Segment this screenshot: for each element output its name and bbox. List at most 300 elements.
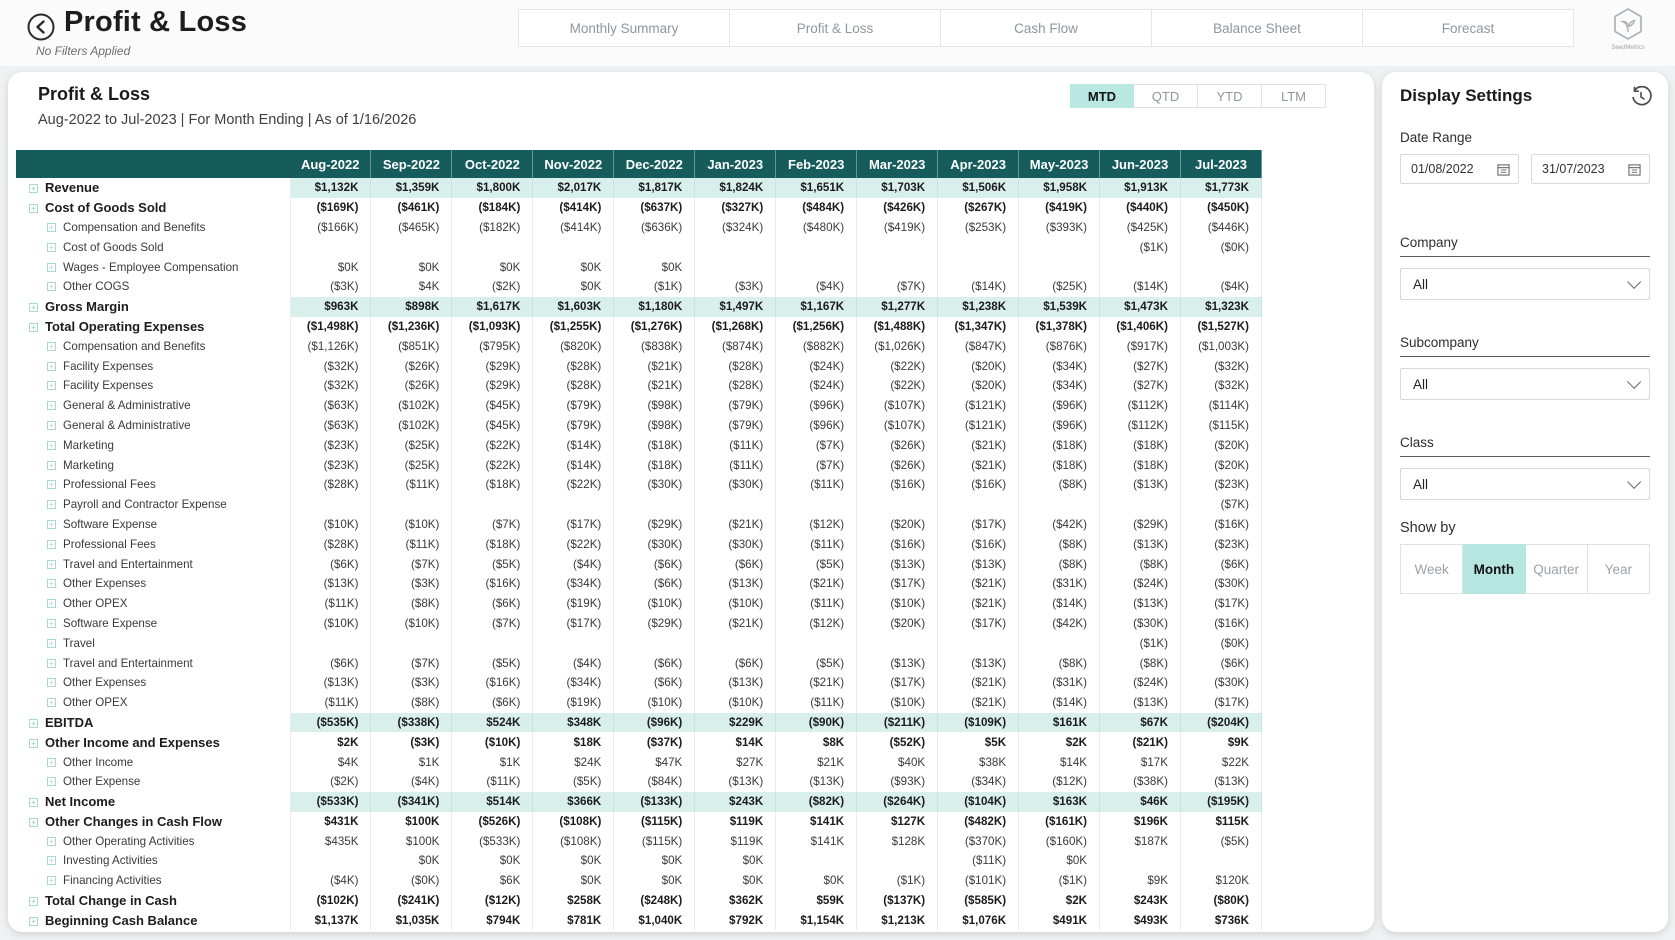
period-mtd[interactable]: MTD <box>1070 84 1134 108</box>
table-row-revenue <box>16 178 1262 198</box>
value-cell: ($17K) <box>938 614 1019 634</box>
value-cell: ($1,488K) <box>857 317 938 337</box>
value-cell: $1,040K <box>614 910 695 930</box>
value-cell <box>857 495 938 515</box>
row-label[interactable]: + Investing Activities <box>16 851 290 871</box>
table-row-payroll-and-contractor-expense <box>16 495 1262 515</box>
value-cell: ($18K) <box>614 455 695 475</box>
table-row-compensation-and-benefits <box>16 336 1262 356</box>
table-row-net-income <box>16 792 1262 812</box>
value-cell: ($8K) <box>1019 534 1100 554</box>
value-cell: $0K <box>695 851 776 871</box>
column-header-may-2023: May-2023 <box>1019 150 1100 178</box>
expand-plus-icon[interactable]: + <box>29 917 38 926</box>
value-cell: ($6K) <box>452 693 533 713</box>
value-cell: ($79K) <box>695 416 776 436</box>
value-cell: ($161K) <box>1019 812 1100 832</box>
value-cell: ($17K) <box>1180 594 1261 614</box>
value-cell: ($3K) <box>371 673 452 693</box>
expand-plus-icon[interactable]: + <box>29 798 38 807</box>
value-cell: ($98K) <box>614 416 695 436</box>
expand-plus-icon[interactable]: + <box>47 282 56 291</box>
show-by-toggle <box>1400 544 1650 594</box>
value-cell: ($13K) <box>1100 693 1181 713</box>
table-row-marketing <box>16 455 1262 475</box>
value-cell: $1,817K <box>614 178 695 198</box>
row-label[interactable]: + Gross Margin <box>16 297 290 317</box>
value-cell: ($18K) <box>614 435 695 455</box>
value-cell: ($0K) <box>1180 633 1261 653</box>
value-cell: $1,603K <box>533 297 614 317</box>
table-row-other-opex <box>16 594 1262 614</box>
expand-plus-icon[interactable]: + <box>47 678 56 687</box>
value-cell: ($535K) <box>290 713 371 733</box>
value-cell: ($28K) <box>533 356 614 376</box>
value-cell: ($32K) <box>290 376 371 396</box>
value-cell: ($6K) <box>290 554 371 574</box>
value-cell: ($876K) <box>1019 336 1100 356</box>
row-label[interactable]: + Compensation and Benefits <box>16 336 290 356</box>
value-cell: ($636K) <box>614 218 695 238</box>
expand-plus-icon[interactable]: + <box>47 639 56 648</box>
value-cell: ($10K) <box>695 594 776 614</box>
value-cell: $781K <box>533 910 614 930</box>
row-label[interactable]: + Other Income <box>16 752 290 772</box>
show-by-year[interactable]: Year <box>1588 544 1650 594</box>
value-cell <box>290 633 371 653</box>
value-cell: ($0K) <box>371 871 452 891</box>
tab-cash-flow[interactable]: Cash Flow <box>941 9 1152 47</box>
value-cell: ($10K) <box>695 693 776 713</box>
row-label[interactable]: + Marketing <box>16 455 290 475</box>
row-label[interactable]: + General & Administrative <box>16 416 290 436</box>
value-cell: $1,167K <box>776 297 857 317</box>
row-label[interactable]: + Cost of Goods Sold <box>16 198 290 218</box>
table-row-other-expenses <box>16 673 1262 693</box>
value-cell <box>776 257 857 277</box>
row-label[interactable]: + Total Operating Expenses <box>16 317 290 337</box>
chevron-down-icon <box>1627 375 1641 389</box>
row-label[interactable]: + Other Changes in Cash Flow <box>16 812 290 832</box>
value-cell: ($11K) <box>776 534 857 554</box>
expand-plus-icon[interactable]: + <box>47 381 56 390</box>
value-cell: $196K <box>1100 812 1181 832</box>
value-cell: $2,017K <box>533 178 614 198</box>
row-label[interactable]: + Software Expense <box>16 614 290 634</box>
expand-plus-icon[interactable]: + <box>29 818 38 827</box>
row-label[interactable]: + Revenue <box>16 178 290 198</box>
value-cell: ($426K) <box>857 198 938 218</box>
value-cell: ($5K) <box>776 554 857 574</box>
value-cell: $38K <box>938 752 1019 772</box>
value-cell: ($96K) <box>776 396 857 416</box>
value-cell: ($3K) <box>290 277 371 297</box>
value-cell: ($248K) <box>614 891 695 911</box>
value-cell <box>1100 495 1181 515</box>
value-cell: ($26K) <box>857 455 938 475</box>
value-cell: ($21K) <box>938 435 1019 455</box>
value-cell: ($7K) <box>1180 495 1261 515</box>
value-cell: ($440K) <box>1100 198 1181 218</box>
value-cell: ($8K) <box>371 594 452 614</box>
value-cell: ($5K) <box>776 653 857 673</box>
value-cell <box>695 237 776 257</box>
value-cell: ($182K) <box>452 218 533 238</box>
value-cell: ($1K) <box>1100 237 1181 257</box>
expand-plus-icon[interactable]: + <box>47 777 56 786</box>
period-ytd[interactable]: YTD <box>1198 84 1262 108</box>
row-label[interactable]: + Other Income and Expenses <box>16 732 290 752</box>
expand-plus-icon[interactable]: + <box>47 856 56 865</box>
value-cell: ($3K) <box>371 732 452 752</box>
value-cell: $1,497K <box>695 297 776 317</box>
table-row-investing-activities <box>16 851 1262 871</box>
value-cell: ($6K) <box>452 594 533 614</box>
expand-plus-icon[interactable]: + <box>47 758 56 767</box>
value-cell: ($102K) <box>371 396 452 416</box>
value-cell <box>938 495 1019 515</box>
value-cell: $59K <box>776 891 857 911</box>
expand-plus-icon[interactable]: + <box>29 184 38 193</box>
value-cell: $792K <box>695 910 776 930</box>
value-cell: ($22K) <box>452 455 533 475</box>
value-cell: ($14K) <box>938 277 1019 297</box>
row-label-header <box>16 150 290 178</box>
value-cell: ($21K) <box>938 693 1019 713</box>
row-label[interactable]: + Other OPEX <box>16 693 290 713</box>
show-by-week[interactable]: Week <box>1400 544 1463 594</box>
tab-forecast[interactable]: Forecast <box>1363 9 1574 47</box>
value-cell: ($29K) <box>452 356 533 376</box>
value-cell: $0K <box>533 851 614 871</box>
expand-plus-icon[interactable]: + <box>29 323 38 332</box>
row-label[interactable]: + Compensation and Benefits <box>16 218 290 238</box>
value-cell: ($30K) <box>695 475 776 495</box>
expand-plus-icon[interactable]: + <box>47 659 56 668</box>
value-cell: $141K <box>776 812 857 832</box>
expand-plus-icon[interactable]: + <box>47 599 56 608</box>
value-cell: ($121K) <box>938 416 1019 436</box>
value-cell: ($338K) <box>371 713 452 733</box>
value-cell: ($13K) <box>1100 594 1181 614</box>
row-label[interactable]: + Net Income <box>16 792 290 812</box>
row-label[interactable]: + Financing Activities <box>16 871 290 891</box>
value-cell: $14K <box>695 732 776 752</box>
value-cell: ($917K) <box>1100 336 1181 356</box>
value-cell: ($16K) <box>938 475 1019 495</box>
column-header-sep-2022: Sep-2022 <box>371 150 452 178</box>
expand-plus-icon[interactable]: + <box>47 520 56 529</box>
expand-plus-icon[interactable]: + <box>29 897 38 906</box>
value-cell: ($533K) <box>452 831 533 851</box>
value-cell: $0K <box>533 257 614 277</box>
row-label[interactable]: + Wages - Employee Compensation <box>16 257 290 277</box>
value-cell: $1,035K <box>371 910 452 930</box>
row-label[interactable]: + Travel <box>16 633 290 653</box>
value-cell: ($10K) <box>614 594 695 614</box>
value-cell: ($26K) <box>371 376 452 396</box>
row-label[interactable]: + General & Administrative <box>16 396 290 416</box>
expand-plus-icon[interactable]: + <box>29 739 38 748</box>
expand-plus-icon[interactable]: + <box>47 500 56 509</box>
expand-plus-icon[interactable]: + <box>29 719 38 728</box>
expand-plus-icon[interactable]: + <box>47 540 56 549</box>
value-cell: ($4K) <box>371 772 452 792</box>
row-label[interactable]: + Other COGS <box>16 277 290 297</box>
value-cell: ($42K) <box>1019 614 1100 634</box>
reset-history-icon[interactable] <box>1630 86 1652 108</box>
value-cell: ($7K) <box>452 614 533 634</box>
value-cell: ($28K) <box>695 356 776 376</box>
value-cell: ($20K) <box>1180 455 1261 475</box>
table-row-software-expense <box>16 614 1262 634</box>
value-cell: $119K <box>695 812 776 832</box>
value-cell: ($7K) <box>371 653 452 673</box>
filters-note: No Filters Applied <box>36 44 131 58</box>
value-cell: ($1,378K) <box>1019 317 1100 337</box>
value-cell <box>452 237 533 257</box>
table-row-other-changes-in-cash-flow <box>16 812 1262 832</box>
row-label[interactable]: + Marketing <box>16 435 290 455</box>
value-cell: ($79K) <box>533 396 614 416</box>
calendar-icon <box>1628 163 1641 176</box>
value-cell: ($112K) <box>1100 416 1181 436</box>
value-cell: ($21K) <box>1100 732 1181 752</box>
row-label[interactable]: + Travel and Entertainment <box>16 554 290 574</box>
value-cell: $0K <box>776 871 857 891</box>
company-dropdown[interactable] <box>1400 268 1650 300</box>
value-cell: ($84K) <box>614 772 695 792</box>
value-cell: ($24K) <box>776 356 857 376</box>
row-label[interactable]: + Beginning Cash Balance <box>16 910 290 930</box>
row-label[interactable]: + Cost of Goods Sold <box>16 237 290 257</box>
value-cell: $141K <box>776 831 857 851</box>
expand-plus-icon[interactable]: + <box>47 461 56 470</box>
value-cell: ($16K) <box>938 534 1019 554</box>
tab-monthly-summary[interactable]: Monthly Summary <box>518 9 730 47</box>
value-cell: ($45K) <box>452 416 533 436</box>
row-label[interactable]: + Professional Fees <box>16 534 290 554</box>
date-end-input[interactable] <box>1531 154 1650 184</box>
value-cell <box>1019 495 1100 515</box>
value-cell: ($795K) <box>452 336 533 356</box>
table-row-software-expense <box>16 515 1262 535</box>
subcompany-value: All <box>1413 376 1429 392</box>
value-cell: ($82K) <box>776 792 857 812</box>
column-header-apr-2023: Apr-2023 <box>938 150 1019 178</box>
value-cell: $9K <box>1180 732 1261 752</box>
row-label[interactable]: + Facility Expenses <box>16 356 290 376</box>
expand-plus-icon[interactable]: + <box>47 342 56 351</box>
value-cell: $0K <box>614 871 695 891</box>
show-by-month[interactable]: Month <box>1463 544 1525 594</box>
period-ltm[interactable]: LTM <box>1262 84 1326 108</box>
value-cell <box>533 237 614 257</box>
value-cell <box>614 237 695 257</box>
column-header-aug-2022: Aug-2022 <box>290 150 371 178</box>
value-cell: ($11K) <box>776 693 857 713</box>
period-toggle <box>1070 84 1326 108</box>
show-by-quarter[interactable]: Quarter <box>1526 544 1588 594</box>
value-cell: ($29K) <box>614 614 695 634</box>
value-cell: ($37K) <box>614 732 695 752</box>
expand-plus-icon[interactable]: + <box>47 579 56 588</box>
value-cell: ($5K) <box>1180 831 1261 851</box>
value-cell: ($253K) <box>938 218 1019 238</box>
tab-balance-sheet[interactable]: Balance Sheet <box>1152 9 1363 47</box>
value-cell: $362K <box>695 891 776 911</box>
value-cell: ($324K) <box>695 218 776 238</box>
value-cell: $4K <box>371 277 452 297</box>
expand-plus-icon[interactable]: + <box>47 421 56 430</box>
expand-plus-icon[interactable]: + <box>29 303 38 312</box>
expand-plus-icon[interactable]: + <box>47 560 56 569</box>
table-row-professional-fees <box>16 534 1262 554</box>
brand-name: SeedMetrics <box>1611 45 1645 51</box>
row-label[interactable]: + EBITDA <box>16 713 290 733</box>
expand-plus-icon[interactable]: + <box>47 876 56 885</box>
expand-plus-icon[interactable]: + <box>47 362 56 371</box>
value-cell: $46K <box>1100 792 1181 812</box>
value-cell: ($2K) <box>290 772 371 792</box>
value-cell: ($18K) <box>1100 455 1181 475</box>
value-cell: $115K <box>1180 812 1261 832</box>
value-cell: ($11K) <box>938 851 1019 871</box>
value-cell: ($12K) <box>452 891 533 911</box>
value-cell: ($6K) <box>614 673 695 693</box>
value-cell: $0K <box>452 257 533 277</box>
row-label[interactable]: + Facility Expenses <box>16 376 290 396</box>
value-cell: $161K <box>1019 713 1100 733</box>
value-cell: ($27K) <box>1100 376 1181 396</box>
table-row-facility-expenses <box>16 356 1262 376</box>
value-cell <box>938 237 1019 257</box>
value-cell: ($10K) <box>857 693 938 713</box>
value-cell: ($121K) <box>938 396 1019 416</box>
row-label[interactable]: + Other Expenses <box>16 574 290 594</box>
value-cell: ($13K) <box>938 554 1019 574</box>
expand-plus-icon[interactable]: + <box>47 480 56 489</box>
value-cell: ($115K) <box>1180 416 1261 436</box>
value-cell: ($93K) <box>857 772 938 792</box>
value-cell: ($21K) <box>614 376 695 396</box>
value-cell: ($11K) <box>695 455 776 475</box>
value-cell: ($5K) <box>533 772 614 792</box>
value-cell: ($21K) <box>695 614 776 634</box>
column-header-jul-2023: Jul-2023 <box>1180 150 1261 178</box>
value-cell: $4K <box>290 752 371 772</box>
row-label[interactable]: + Travel and Entertainment <box>16 653 290 673</box>
value-cell: ($17K) <box>857 574 938 594</box>
table-row-cost-of-goods-sold <box>16 198 1262 218</box>
value-cell: ($21K) <box>938 455 1019 475</box>
period-qtd[interactable]: QTD <box>1134 84 1198 108</box>
tab-profit-loss[interactable]: Profit & Loss <box>730 9 941 47</box>
row-label[interactable]: + Professional Fees <box>16 475 290 495</box>
value-cell: ($10K) <box>290 515 371 535</box>
value-cell: ($370K) <box>938 831 1019 851</box>
value-cell: ($526K) <box>452 812 533 832</box>
value-cell: ($341K) <box>371 792 452 812</box>
row-label[interactable]: + Other Operating Activities <box>16 831 290 851</box>
show-by-label: Show by <box>1400 520 1456 536</box>
value-cell: ($8K) <box>1100 554 1181 574</box>
value-cell: $0K <box>371 257 452 277</box>
row-label[interactable]: + Software Expense <box>16 515 290 535</box>
expand-plus-icon[interactable]: + <box>47 698 56 707</box>
value-cell: ($21K) <box>776 574 857 594</box>
value-cell: ($2K) <box>452 277 533 297</box>
value-cell: ($12K) <box>776 614 857 634</box>
value-cell: ($5K) <box>452 653 533 673</box>
expand-plus-icon[interactable]: + <box>47 401 56 410</box>
row-label[interactable]: + Payroll and Contractor Expense <box>16 495 290 515</box>
value-cell: ($102K) <box>371 416 452 436</box>
value-cell: ($446K) <box>1180 218 1261 238</box>
row-label[interactable]: + Other Expenses <box>16 673 290 693</box>
expand-plus-icon[interactable]: + <box>47 441 56 450</box>
value-cell: ($25K) <box>371 455 452 475</box>
back-icon[interactable] <box>26 12 56 42</box>
column-header-jun-2023: Jun-2023 <box>1100 150 1181 178</box>
date-start-value: 01/08/2022 <box>1411 162 1474 176</box>
value-cell: $5K <box>938 732 1019 752</box>
expand-plus-icon[interactable]: + <box>47 837 56 846</box>
column-header-mar-2023: Mar-2023 <box>857 150 938 178</box>
class-dropdown[interactable] <box>1400 468 1650 500</box>
value-cell: ($22K) <box>452 435 533 455</box>
value-cell: ($6K) <box>1180 554 1261 574</box>
value-cell: ($1,527K) <box>1180 317 1261 337</box>
value-cell: ($6K) <box>614 653 695 673</box>
value-cell: $2K <box>1019 732 1100 752</box>
value-cell: ($6K) <box>614 554 695 574</box>
value-cell: ($204K) <box>1180 713 1261 733</box>
value-cell: ($1K) <box>1019 871 1100 891</box>
value-cell: ($419K) <box>1019 198 1100 218</box>
row-label[interactable]: + Other OPEX <box>16 594 290 614</box>
value-cell <box>695 633 776 653</box>
value-cell: $1,137K <box>290 910 371 930</box>
row-label[interactable]: + Other Expense <box>16 772 290 792</box>
value-cell: ($20K) <box>857 614 938 634</box>
value-cell: $120K <box>1180 871 1261 891</box>
value-cell: $431K <box>290 812 371 832</box>
value-cell: ($17K) <box>938 515 1019 535</box>
value-cell: ($7K) <box>776 455 857 475</box>
value-cell: ($1K) <box>614 277 695 297</box>
expand-plus-icon[interactable]: + <box>47 263 56 272</box>
expand-plus-icon[interactable]: + <box>47 243 56 252</box>
value-cell: ($109K) <box>938 713 1019 733</box>
chevron-down-icon <box>1627 275 1641 289</box>
value-cell: $366K <box>533 792 614 812</box>
value-cell: ($874K) <box>695 336 776 356</box>
expand-plus-icon[interactable]: + <box>29 204 38 213</box>
value-cell: ($28K) <box>695 376 776 396</box>
subcompany-dropdown[interactable] <box>1400 368 1650 400</box>
value-cell: ($17K) <box>533 515 614 535</box>
expand-plus-icon[interactable]: + <box>47 619 56 628</box>
value-cell: $21K <box>776 752 857 772</box>
date-start-input[interactable] <box>1400 154 1519 184</box>
company-label: Company <box>1400 235 1650 257</box>
value-cell: ($21K) <box>938 673 1019 693</box>
value-cell: ($18K) <box>452 475 533 495</box>
value-cell: ($1,256K) <box>776 317 857 337</box>
expand-plus-icon[interactable]: + <box>47 223 56 232</box>
row-label[interactable]: + Total Change in Cash <box>16 891 290 911</box>
